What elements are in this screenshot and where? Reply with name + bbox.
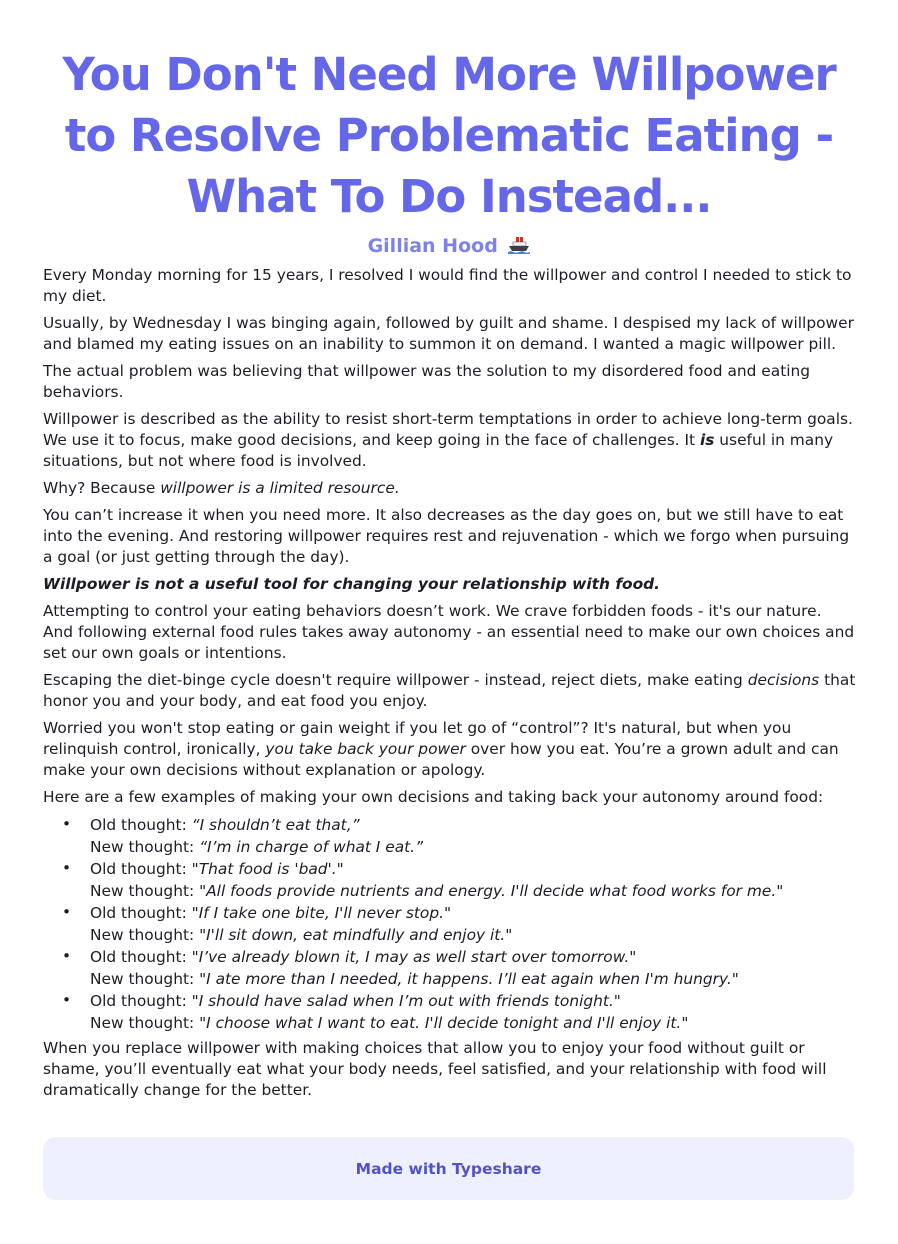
new-thought: "I choose what I want to eat. I'll decide tonight and I'll enjoy it.": [199, 1014, 689, 1032]
new-thought: "I'll sit down, eat mindfully and enjoy it.": [199, 926, 513, 944]
emphasis: decisions: [747, 671, 820, 689]
paragraph: Here are a few examples of making your own decisions and taking back your autonomy around food:: [43, 788, 824, 806]
emphasis: willpower is a limited resource.: [160, 479, 400, 497]
ship-icon: [508, 235, 530, 253]
new-thought: “I’m in charge of what I eat.”: [199, 838, 424, 856]
list-item: [62, 902, 856, 946]
emphasis: Willpower is not a useful tool for changing your relationship with food.: [43, 575, 661, 593]
paragraph: When you replace willpower with making choices that allow you to enjoy your food without guilt or shame, you’ll eventually eat what your body needs, feel satisfied, and your relationship with food will dramatically change for the better.: [43, 1039, 827, 1099]
new-label: New thought:: [90, 1014, 200, 1032]
bullet: •: [62, 947, 72, 965]
old-thought: "I should have salad when I’m out with friends tonight.": [191, 992, 621, 1010]
old-label: Old thought:: [90, 816, 192, 834]
examples-list: [43, 814, 856, 1034]
old-label: Old thought:: [90, 992, 192, 1010]
new-thought: "All foods provide nutrients and energy. I'll decide what food works for me.": [199, 882, 784, 900]
new-label: New thought:: [90, 970, 200, 988]
emphasis: is: [699, 431, 715, 449]
old-thought: "If I take one bite, I'll never stop.": [191, 904, 452, 922]
author-name: Gillian Hood: [367, 235, 498, 257]
new-label: New thought:: [90, 838, 200, 856]
paragraph: Why? Because willpower is a limited resource.: [43, 479, 400, 497]
article-body: [43, 265, 856, 1101]
paragraph: You can’t increase it when you need more. It also decreases as the day goes on, but we still have to eat into the evening. And restoring willpower requires rest and rejuvenation - which we forgo when pursuing a goal (or just getting through the day).: [43, 506, 850, 566]
paragraph: [43, 574, 856, 595]
old-label: Old thought:: [90, 948, 192, 966]
new-label: New thought:: [90, 926, 200, 944]
paragraph: Willpower is described as the ability to resist short-term temptations in order to achieve long-term goals. We use it to focus, make good decisions, and keep going in the face of challenges. It is useful in many situations, but not where food is involved.: [43, 410, 853, 470]
new-thought: "I ate more than I needed, it happens. I’ll eat again when I'm hungry.": [199, 970, 739, 988]
bullet: •: [62, 815, 72, 833]
old-label: Old thought:: [90, 860, 192, 878]
bullet: •: [62, 991, 72, 1009]
bullet: •: [62, 903, 72, 921]
paragraph: Escaping the diet-binge cycle doesn't require willpower - instead, reject diets, make eating decisions that honor you and your body, and eat food you enjoy.: [43, 671, 856, 710]
paragraph: Every Monday morning for 15 years, I resolved I would find the willpower and control I needed to stick to my diet.: [43, 266, 852, 305]
old-thought: "That food is 'bad'.": [191, 860, 344, 878]
paragraph: Attempting to control your eating behaviors doesn’t work. We crave forbidden foods - it's our nature. And following external food rules takes away autonomy - an essential need to make our own choices and set our own goals or intentions.: [43, 602, 855, 662]
list-item: [62, 814, 856, 858]
paragraph: Worried you won't stop eating or gain weight if you let go of “control”? It's natural, but when you relinquish control, ironically, you take back your power over how you eat. You’re a grown adult and can make your own decisions without explanation or apology.: [43, 719, 839, 779]
paragraph: Usually, by Wednesday I was binging again, followed by guilt and shame. I despised my lack of willpower and blamed my eating issues on an inability to summon it on demand. I wanted a magic willpower pill.: [43, 314, 854, 353]
list-item: [62, 946, 856, 990]
old-label: Old thought:: [90, 904, 192, 922]
new-label: New thought:: [90, 882, 200, 900]
paragraph: The actual problem was believing that willpower was the solution to my disordered food and eating behaviors.: [43, 362, 811, 401]
article-title: You Don't Need More Willpower to Resolve Problematic Eating - What To Do Instead...: [62, 48, 836, 223]
old-thought: “I shouldn’t eat that,”: [191, 816, 360, 834]
typeshare-footer[interactable]: [43, 1137, 854, 1200]
footer-label: Made with Typeshare: [355, 1159, 542, 1178]
author-line: [0, 233, 898, 259]
list-item: [62, 858, 856, 902]
emphasis: you take back your power: [265, 740, 466, 758]
bullet: •: [62, 859, 72, 877]
list-item: [62, 990, 856, 1034]
old-thought: "I’ve already blown it, I may as well start over tomorrow.": [191, 948, 637, 966]
